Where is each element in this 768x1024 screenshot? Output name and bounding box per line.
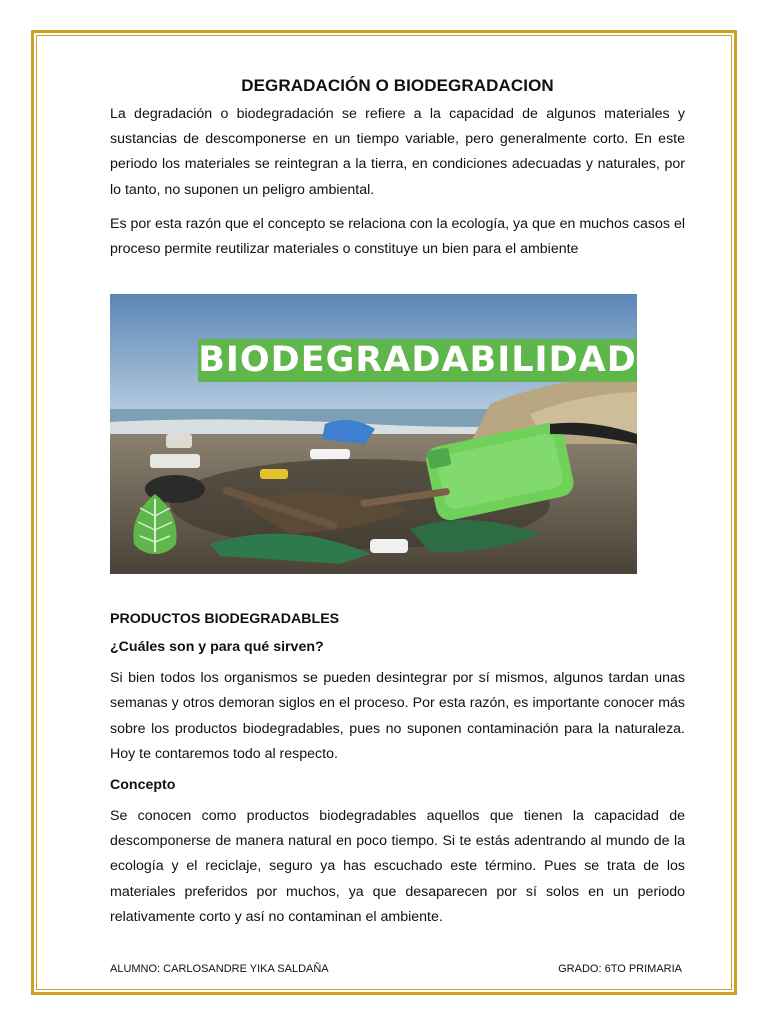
document-body	[110, 76, 685, 930]
footer-grade: GRADO: 6TO PRIMARIA	[558, 963, 682, 975]
section-title: PRODUCTOS BIODEGRADABLES	[110, 611, 340, 628]
page-title: DEGRADACIÓN O BIODEGRADACION	[241, 76, 554, 95]
concept-title: Concepto	[110, 777, 176, 794]
intro-paragraph-2: Es por esta razón que el concepto se relaciona con la ecología, ya que en muchos casos el proceso permite reutilizar materiales o constituye un bien para el ambiente	[110, 215, 685, 258]
footer-student: ALUMNO: CARLOSANDRE YIKA SALDAÑA	[110, 963, 329, 975]
page-footer	[110, 963, 682, 975]
section-paragraph: Si bien todos los organismos se pueden desintegrar por sí mismos, algunos tardan unas semanas y otros demoran siglos en el proceso. Por esta razón, es importante conocer más sobre los productos biodegradables, pues no suponen contaminación para la naturaleza. Hoy te contaremos todo al respecto.	[110, 670, 685, 762]
photo-illustration	[110, 294, 637, 574]
section-question: ¿Cuáles son y para qué sirven?	[110, 639, 324, 656]
intro-paragraph-1: La degradación o biodegradación se refiere a la capacidad de algunos materiales y sustancias de descomponerse en un tiempo variable, pero generalmente corto. En este periodo los materiales se reintegran a la tierra, en condiciones adecuadas y naturales, por lo tanto, no suponen un peligro ambiental.	[110, 106, 685, 198]
image-banner: BIODEGRADABILIDAD	[198, 340, 637, 381]
beach-pollution-photo	[110, 294, 637, 574]
concept-paragraph: Se conocen como productos biodegradables aquellos que tienen la capacidad de descomponerse de manera natural en poco tiempo. Si te estás adentrando al mundo de la ecología y el reciclaje, seguro ya has escuchado este término. Pues se trata de los materiales preferidos por muchos, ya que desaparecen por sí solos en un periodo relativamente corto y así no contaminan el ambiente.	[110, 808, 685, 925]
